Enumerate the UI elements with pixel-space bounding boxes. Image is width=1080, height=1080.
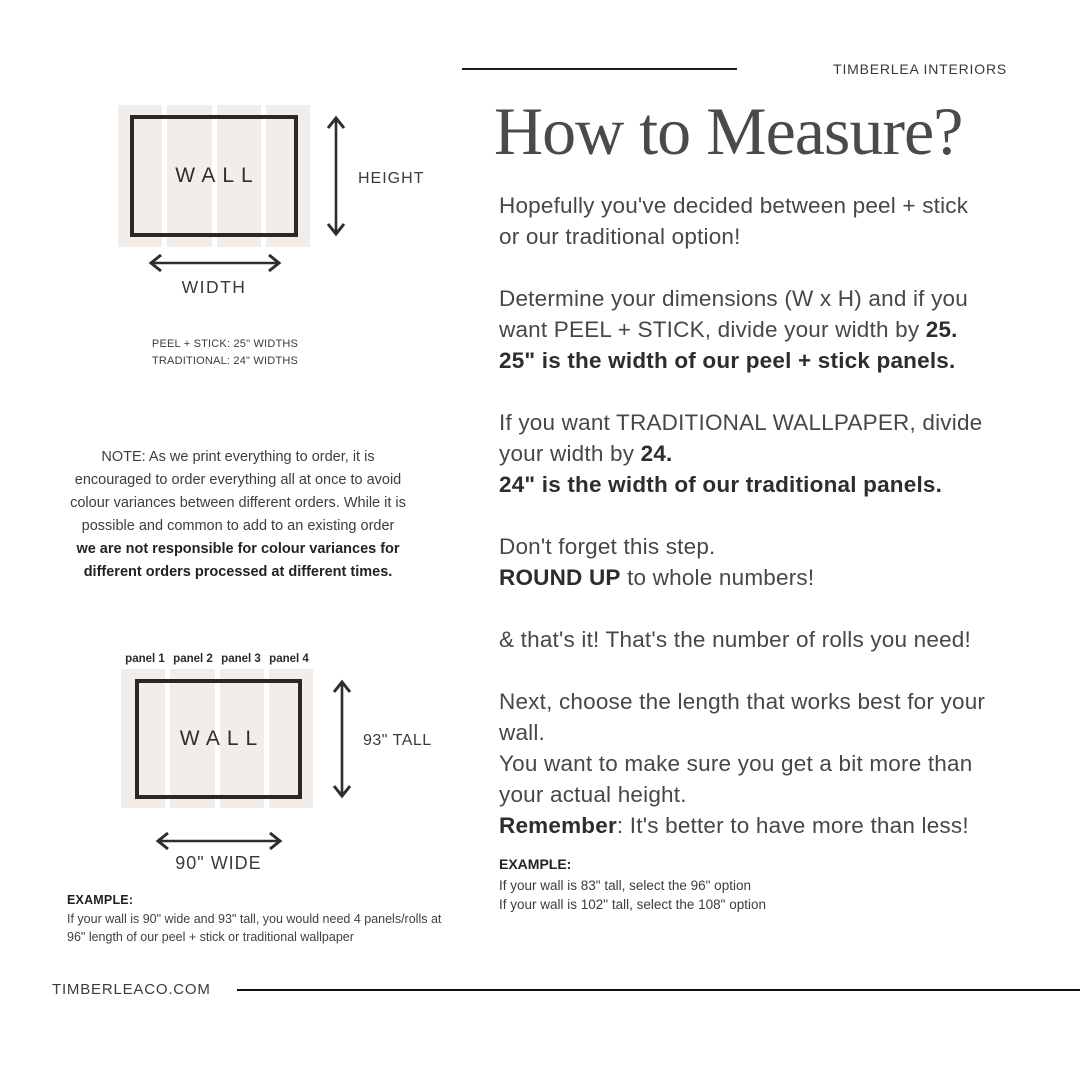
traditional-paragraph	[499, 407, 1044, 500]
bold-text: ROUND UP	[499, 565, 621, 590]
note-bold-line: different orders processed at different times.	[83, 564, 393, 580]
length-paragraph	[499, 686, 1044, 841]
caption-line: PEEL + STICK: 25" WIDTHS	[151, 338, 299, 350]
brand-name: TIMBERLEA INTERIORS	[833, 61, 1007, 77]
thats-it-paragraph	[499, 624, 1044, 655]
panel-label: panel 4	[269, 653, 309, 665]
panel-widths-caption	[105, 336, 345, 370]
wall-label: WALL	[179, 727, 265, 750]
text-line: want PEEL + STICK, divide your width by	[499, 317, 920, 342]
example-line: If your wall is 83" tall, select the 96" option	[499, 878, 751, 893]
text-line: your width by	[499, 441, 635, 466]
note-line: colour variances between different orders. While it is	[70, 495, 406, 511]
tall-arrow-icon	[330, 679, 354, 799]
website-url: TIMBERLEACO.COM	[52, 981, 211, 998]
bold-text: 25" is the width of our peel + stick panels.	[499, 348, 956, 373]
example-left-block	[67, 893, 527, 946]
example-line: 96" length of our peel + stick or traditional wallpaper	[67, 930, 354, 944]
height-dimension-label: HEIGHT	[358, 170, 425, 187]
text-line: & that's it! That's the number of rolls you need!	[499, 627, 971, 652]
width-arrow-icon	[148, 251, 282, 275]
example-title: EXAMPLE:	[67, 893, 134, 907]
measure-diagram	[105, 100, 445, 315]
header-divider	[462, 68, 737, 70]
example-title: EXAMPLE:	[499, 856, 572, 872]
bold-text: 25.	[925, 317, 958, 342]
wall-outline	[135, 679, 302, 799]
note-bold-line: we are not responsible for colour variances for	[76, 541, 400, 557]
text-line: wall.	[499, 720, 546, 745]
example-diagram	[105, 650, 445, 880]
intro-paragraph	[499, 190, 1044, 252]
text-line: or our traditional option!	[499, 224, 741, 249]
wide-arrow-icon	[155, 829, 283, 853]
instructions-column	[499, 190, 1044, 914]
panel-labels-row	[121, 653, 313, 665]
example-line: If your wall is 102" tall, select the 108" option	[499, 896, 766, 912]
text-line: You want to make sure you get a bit more than	[499, 751, 973, 776]
height-arrow-icon	[324, 115, 348, 237]
panel-label: panel 3	[221, 653, 261, 665]
panel-label: panel 2	[173, 653, 213, 665]
text-line: your actual height.	[499, 782, 687, 807]
bold-text: 24" is the width of our traditional panels.	[499, 472, 943, 497]
example-line: If your wall is 90" wide and 93" tall, you would need 4 panels/rolls at	[67, 912, 442, 926]
caption-line: TRADITIONAL: 24" WIDTHS	[151, 355, 299, 367]
text-line: Don't forget this step.	[499, 534, 716, 559]
footer-divider	[237, 989, 1080, 991]
round-up-paragraph	[499, 531, 1044, 593]
text-line: Determine your dimensions (W x H) and if you	[499, 286, 968, 311]
peel-stick-paragraph	[499, 283, 1044, 376]
page-title: How to Measure?	[494, 93, 963, 169]
wall-label: WALL	[175, 164, 260, 187]
wide-dimension-label: 90" WIDE	[175, 853, 262, 873]
colour-variance-note	[42, 446, 434, 584]
panel-label: panel 1	[125, 653, 165, 665]
note-line: possible and common to add to an existing order	[81, 518, 395, 534]
wall-outline	[130, 115, 298, 237]
note-line: encouraged to order everything all at once to avoid	[74, 472, 402, 488]
tall-dimension-label: 93" TALL	[363, 732, 432, 749]
width-dimension-label: WIDTH	[181, 277, 247, 297]
text-line: to whole numbers!	[627, 565, 815, 590]
bold-text: Remember	[499, 813, 617, 838]
text-line: If you want TRADITIONAL WALLPAPER, divide	[499, 410, 983, 435]
text-line: Next, choose the length that works best for your	[499, 689, 986, 714]
bold-text: 24.	[640, 441, 673, 466]
example-right-block	[499, 856, 1044, 914]
text-line: : It's better to have more than less!	[616, 813, 969, 838]
note-line: NOTE: As we print everything to order, it is	[101, 449, 375, 465]
text-line: Hopefully you've decided between peel + stick	[499, 193, 969, 218]
